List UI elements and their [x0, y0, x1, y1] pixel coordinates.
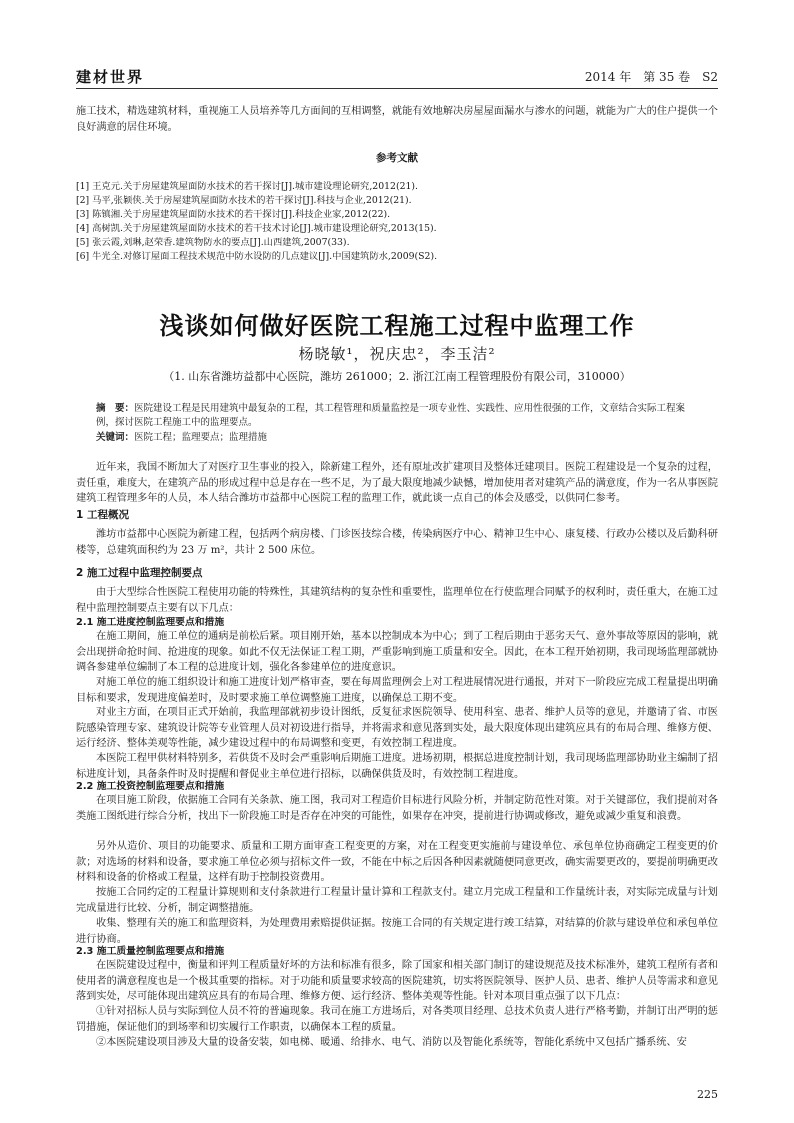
article-title: 浅谈如何做好医院工程施工过程中监理工作	[159, 312, 635, 340]
reference-item: [1] 王克元.关于房屋建筑屋面防水技术的若干探讨[J].城市建设理论研究,2012(21).	[76, 181, 418, 192]
article-authors: 杨晓敏¹，祝庆忠²，李玉洁²	[298, 345, 496, 363]
section-2-1-paragraph: 对施工单位的施工组织设计和施工进度计划严格审查，要在每周监理例会上对工程进展情况进行通报，并对下一阶段应完成工程量提出明确目标和要求，发现进度偏差时，及时要求施工单位调整施工进度，以确保总工期不变。	[76, 677, 718, 704]
reference-item: [3] 陈镇湘.关于房屋建筑屋面防水技术的若干探讨[J].科技企业家,2012(22).	[76, 209, 391, 220]
section-2-3-paragraph: ①针对招标人员与实际到位人员不符的普遍现象。我司在施工方进场后，对各类项目经理、总技术负责人进行严格考勤，并制订出严明的惩罚措施，保证他们的到场率和切实履行工作职责，以确保本工程的质量。	[76, 1006, 718, 1033]
section-2-2-heading: 2.2 施工投资控制监理要点和措施	[76, 781, 225, 792]
references-list	[76, 180, 718, 264]
author-affiliation: （1. 山东省潍坊益都中心医院，潍坊 261000；2. 浙江江南工程管理股份有限公司，310000）	[163, 370, 631, 383]
section-2-2-paragraph: 在项目施工阶段，依据施工合同有关条款、施工图，我司对工程造价目标进行风险分析，并制定防范性对策。对于关键部位，我们提前对各类施工图纸进行综合分析，找出下一阶段施工时是否存在冲突的可能性，如果存在冲突，提前进行协调或修改，避免或减少重复和浪费。	[76, 795, 718, 822]
section-2-heading: 2 施工过程中监理控制要点	[76, 567, 203, 579]
section-1-paragraph: 潍坊市益都中心医院为新建工程，包括两个病房楼、门诊医技综合楼，传染病医疗中心、精神卫生中心、康复楼、行政办公楼以及后勤科研楼等，总建筑面积约为 23 万 m²，共计 2 500 床位。	[76, 529, 718, 556]
references-title: 参考文献	[376, 152, 418, 164]
page-number: 225	[697, 1088, 718, 1101]
keywords-text: 医院工程；监理要点；监理措施	[134, 432, 268, 443]
abstract-label: 摘 要：	[96, 403, 135, 414]
section-2-2-paragraph: 收集、整理有关的施工和监理资料，为处理费用索赔提供证据。按施工合同的有关规定进行竣工结算，对结算的价款与建设单位和承包单位进行协商。	[76, 918, 718, 945]
section-2-3-paragraph: 在医院建设过程中，衡量和评判工程质量好坏的方法和标准有很多，除了国家和相关部门制订的建设规范及技术标准外，建筑工程所有者和使用者的满意程度也是一个极其重要的指标。对于功能和质量要求较高的医院建筑，切实将医院领导、医护人员、患者、维护人员等需求和意见落到实处，尽可能体现出建筑应具有的布局合理、维修方便、运行经济、整体美观等性能。针对本项目重点强了以下几点：	[76, 960, 718, 1003]
section-2-1-paragraph: 在施工期间，施工单位的通病是前松后紧。项目刚开始，基本以控制成本为中心；到了工程后期由于恶劣天气、意外事故等原因的影响，就会出现拼命抢时间、抢进度的现象。如此不仅无法保证工程工期，严重影响到施工质量和安全。因此，在本工程开始初期，我司现场监理部就协调各参建单位编制了本工程的总进度计划，强化各参建单位的进度意识。	[76, 631, 718, 674]
section-2-3-paragraph: ②本医院建设项目涉及大量的设备安装，如电梯、暖通、给排水、电气、消防以及智能化系统等，智能化系统中又包括广播系统、安	[96, 1037, 687, 1048]
section-2-3-heading: 2.3 施工质量控制监理要点和措施	[76, 946, 225, 957]
reference-item: [2] 马平,张颖侠.关于房屋建筑屋面防水技术的若干探讨[J].科技与企业,2012(21).	[76, 195, 412, 206]
reference-item: [5] 张云霞,刘琳,赵荣香.建筑物防水的要点[J].山西建筑,2007(33).	[76, 237, 350, 248]
keywords-label: 关键词：	[96, 432, 135, 443]
abstract-text: 医院建设工程是民用建筑中最复杂的工程，其工程管理和质量监控是一项专业性、实践性、应用性很强的工作，文章结合实际工程案例，探讨医院工程施工中的监理要点。	[96, 403, 686, 428]
reference-item: [6] 牛光全.对修订屋面工程技术规范中防水设防的几点建议[J].中国建筑防水,2009(S2).	[76, 251, 438, 262]
abstract	[96, 402, 696, 430]
section-2-1-heading: 2.1 施工进度控制监理要点和措施	[76, 617, 225, 628]
reference-item: [4] 高树凯.关于房屋建筑屋面防水技术的若干技术讨论[J].城市建设理论研究,2013(15).	[76, 223, 437, 234]
previous-article-conclusion: 施工技术，精选建筑材料，重视施工人员培养等几方面间的互相调整，就能有效地解决房屋屋面漏水与渗水的问题，就能为广大的住户提供一个良好满意的居住环境。	[76, 106, 718, 133]
section-2-2-paragraph: 另外从造价、项目的功能要求、质量和工期方面审查工程变更的方案，对在工程变更实施前与建设单位、承包单位协商确定工程变更的价款；对选场的材料和设备，要求施工单位必须与招标文件一致，不能在中标之后因各种因素就随便同意更改，确实需要更改的，要提前明确更改材料和设备的价格或工程量，这样有助于控制投资费用。	[76, 841, 718, 884]
section-2-paragraph: 由于大型综合性医院工程使用功能的特殊性，其建筑结构的复杂性和重要性，监理单位在行使监理合同赋予的权利时，责任重大，在施工过程中监理控制要点主要有以下几点：	[76, 587, 718, 614]
intro-paragraph: 近年来，我国不断加大了对医疗卫生事业的投入，除新建工程外，还有原址改扩建项目及整体迁建项目。医院工程建设是一个复杂的过程，责任重，难度大，在建筑产品的形成过程中总是存在一些不足，为了最大限度地减少缺憾，增加使用者对建筑产品的满意度，作为一名从事医院建筑工程管理多年的人员，本人结合潍坊市益都中心医院工程的监理工作，就此谈一点自己的体会及感受，以供同仁参考。	[76, 462, 718, 505]
running-header	[76, 66, 718, 89]
section-2-1-paragraph: 本医院工程甲供材料特别多，若供货不及时会严重影响后期施工进度。进场初期，根据总进度控制计划，我司现场监理部协助业主编制了招标进度计划，具备条件时及时提醒和督促业主单位进行招标，以确保供货及时，有效控制工程进度。	[76, 753, 718, 780]
journal-name: 建材世界	[76, 68, 145, 86]
keywords	[96, 431, 696, 445]
issue-info: 2014 年 第 35 卷 S2	[584, 70, 718, 84]
section-2-2-paragraph: 按施工合同约定的工程量计算规则和支付条款进行工程量计量计算和工程款支付。建立月完成工程量和工作量统计表，对实际完成量与计划完成量进行比较、分析，制定调整措施。	[76, 887, 718, 914]
section-2-1-paragraph: 对业主方面，在项目正式开始前，我监理部就初步设计图纸，反复征求医院领导、使用科室、患者、维护人员等的意见，并邀请了省、市医院感染管理专家、建筑设计院等专业管理人员对初设进行指导，并将需求和意见落到实处，最大限度体现出建筑应具有的布局合理、维修方便、运行经济、整体美观等性能，减少建设过程中的布局调整和变更，有效控制工程进度。	[76, 707, 718, 750]
section-1-heading: 1 工程概况	[76, 509, 129, 521]
